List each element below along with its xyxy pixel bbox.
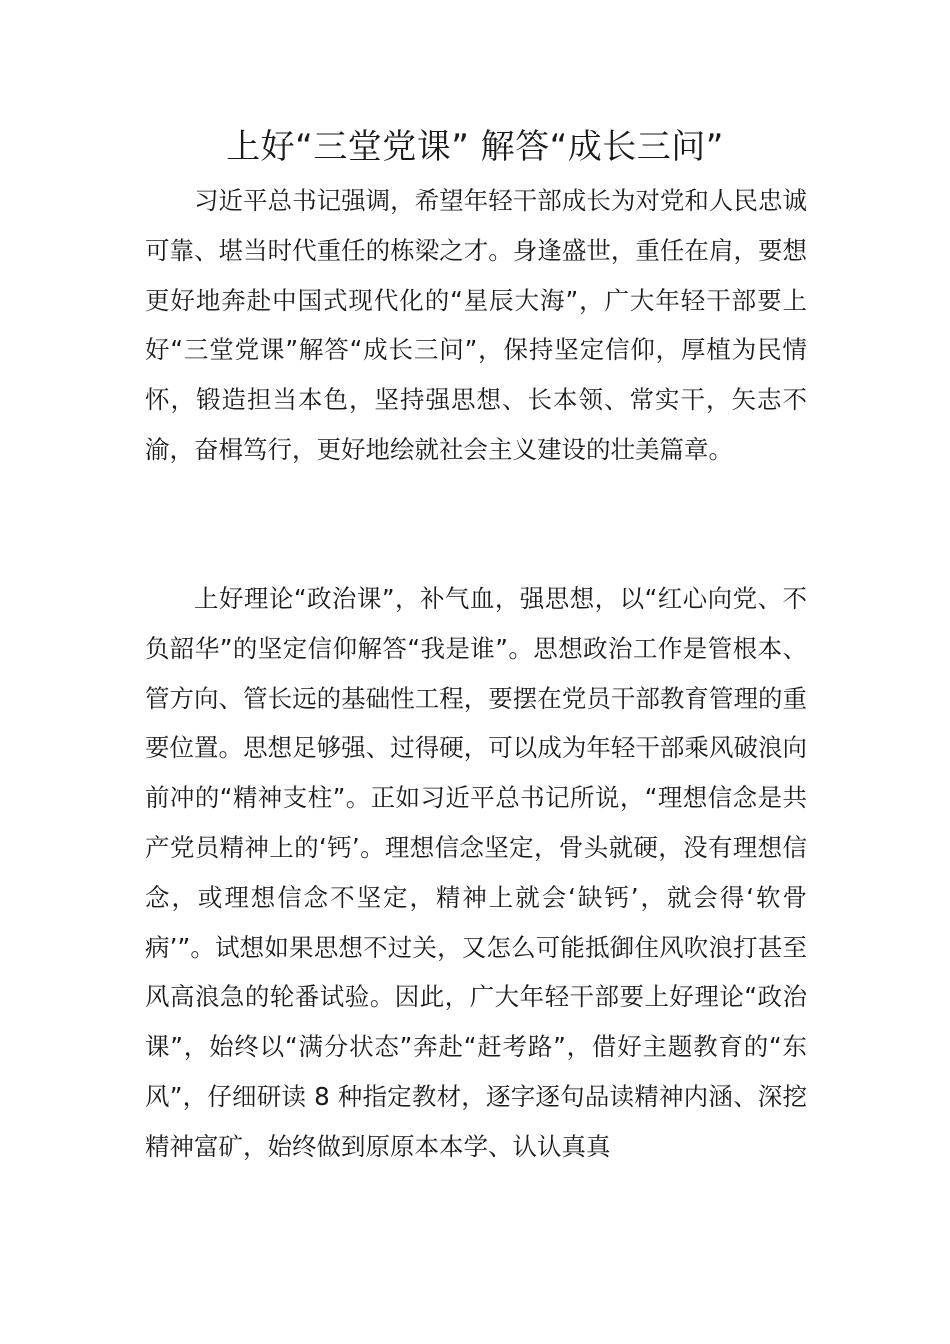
paragraph-political-lesson: 上好理论“政治课”，补气血，强思想，以“红心向党、不负韶华”的坚定信仰解答“我是谁”。思想政治工作是管根本、管方向、管长远的基础性工程，要摆在党员干部教育管理的重要位置。思想足够强、过得硬，可以成为年轻干部乘风破浪向前冲的“精神支柱”。正如习近平总书记所说，“理想信念是共产党员精神上的‘钙’。理想信念坚定，骨头就硬，没有理想信念，或理想信念不坚定，精神上就会‘缺钙’，就会得‘软骨病’”。试想如果思想不过关，又怎么可能抵御住风吹浪打甚至风高浪急的轮番试验。因此，广大年轻干部要上好理论“政治课”，始终以“满分状态”奔赴“赶考路”，借好主题教育的“东风”，仔细研读 8 种指定教材，逐字逐句品读精神内涵、深挖精神富矿，始终做到原原本本学、认认真真	[145, 584, 807, 1161]
document-title: 上好“三堂党课” 解答“成长三问”	[226, 127, 724, 167]
paragraph-intro: 习近平总书记强调，希望年轻干部成长为对党和人民忠诚可靠、堪当时代重任的栋梁之才。身逢盛世，重任在肩，要想更好地奔赴中国式现代化的“星辰大海”，广大年轻干部要上好“三堂党课”解答“成长三问”，保持坚定信仰，厚植为民情怀，锻造担当本色，坚持强思想、长本领、常实干，矢志不渝，奋楫笃行，更好地绘就社会主义建设的壮美篇章。	[145, 186, 807, 464]
